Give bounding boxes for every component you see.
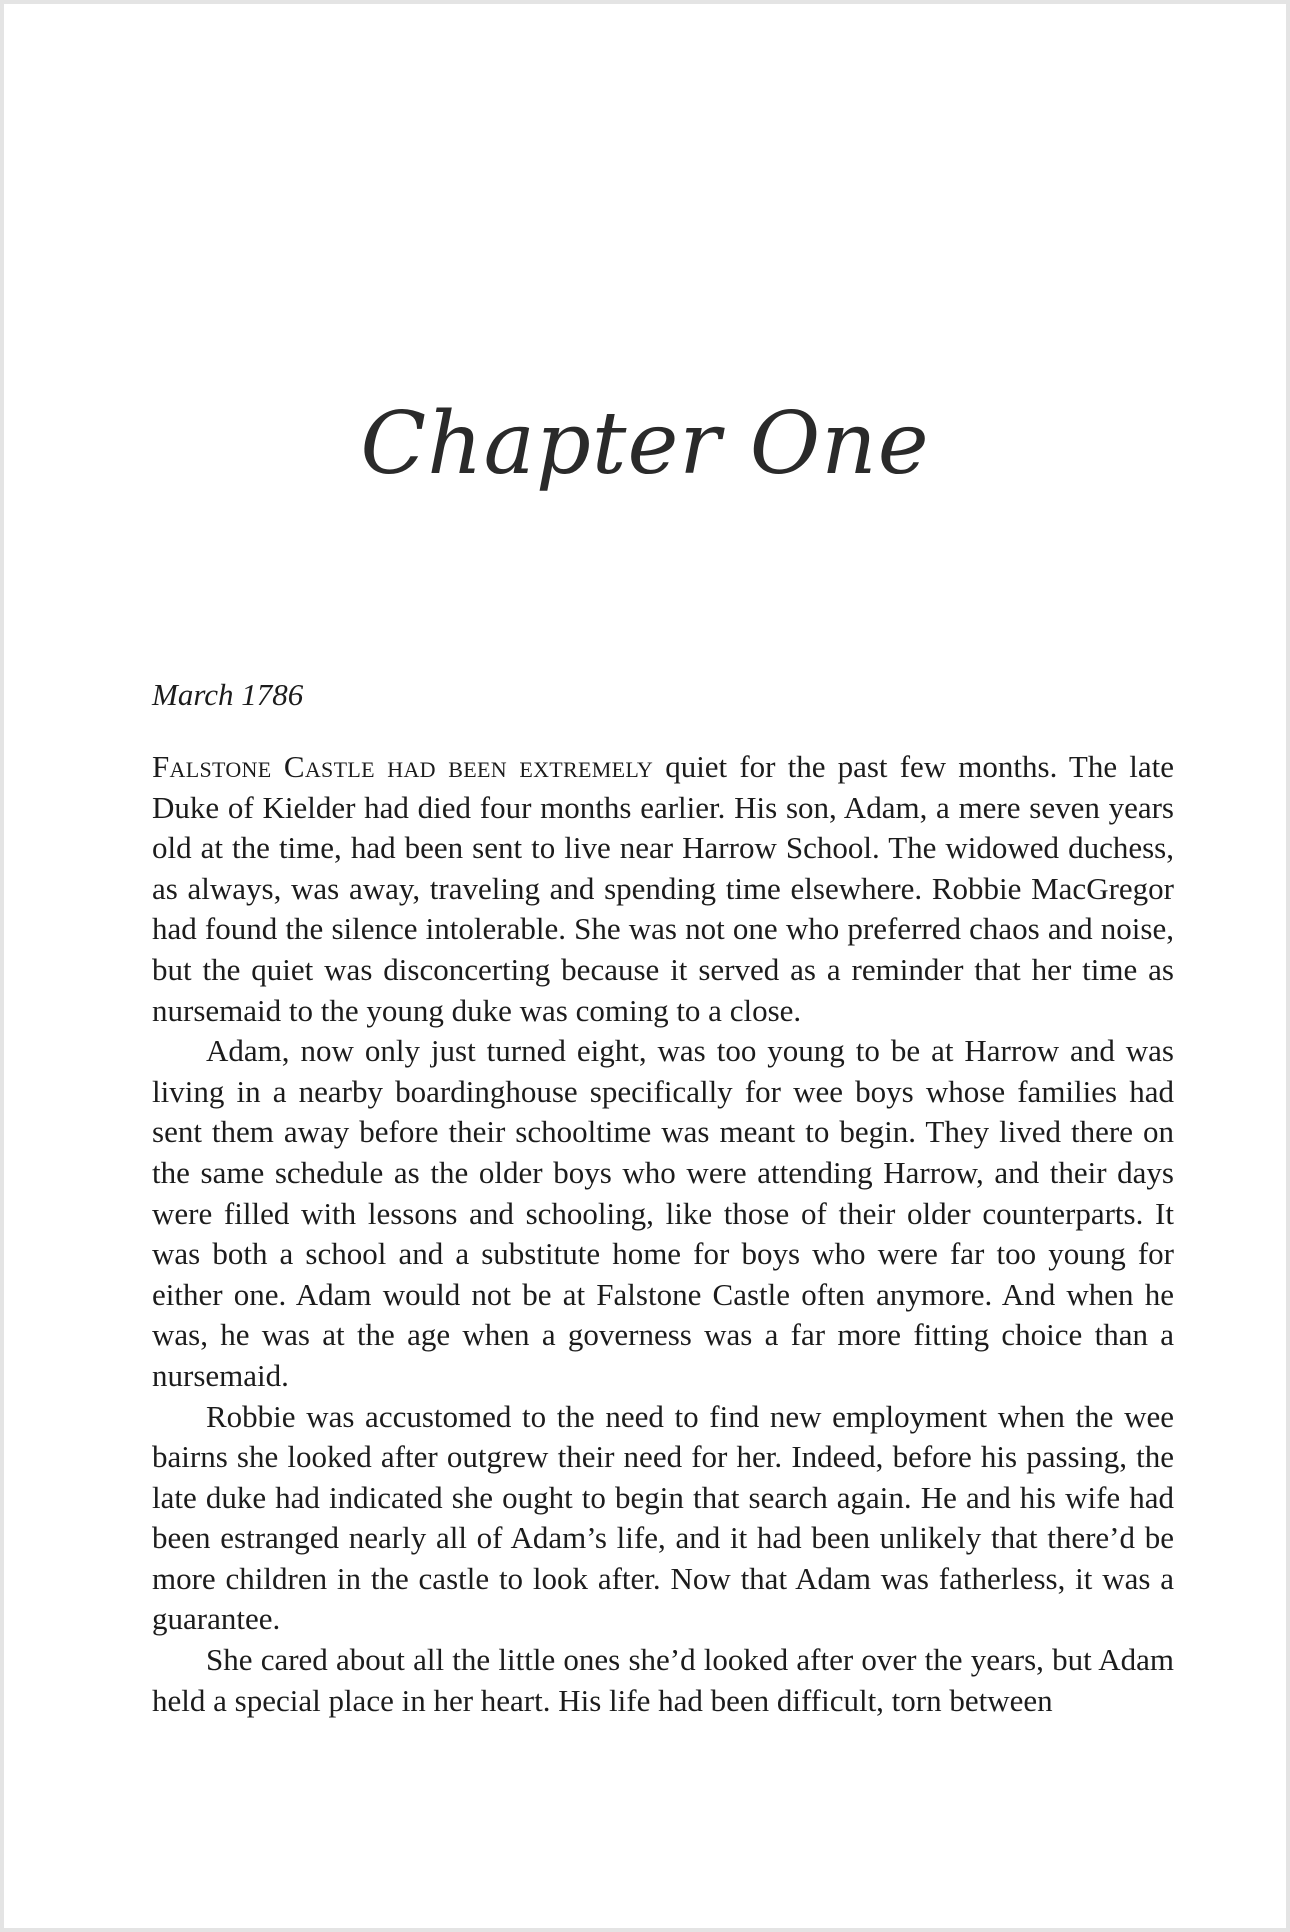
body-paragraph: Adam, now only just turned eight, was too young to be at Harrow and was living in a nearby boardinghouse specifically for wee boys whose families had sent them away before their schooltime was meant to begin. They lived there on the same schedule as the older boys who were attending Harrow, and their days were filled with lessons and schooling, like those of their older counterparts. It was both a school and a substitute home for boys who were far too young for either one. Adam would not be at Falstone Castle often anymore. And when he was, he was at the age when a governess was a far more fitting choice than a nursemaid. — [152, 1033, 1174, 1393]
body-paragraph: She cared about all the little ones she’d looked after over the years, but Adam held a special place in her heart. His life had been difficult, torn between — [152, 1642, 1174, 1718]
opening-lead-in: Falstone Castle had been extremely — [152, 749, 654, 784]
dateline: March 1786 — [152, 677, 304, 712]
opening-paragraph-text: quiet for the past few months. The late Duke of Kielder had died four months earlier. His son, Adam, a mere seven years old at the time, had been sent to live near Harrow School. The widowed duchess, as always, was away, traveling and spending time elsewhere. Robbie MacGregor had found the silence intolerable. She was not one who preferred chaos and noise, but the quiet was disconcerting because it served as a reminder that her time as nursemaid to the young duke was coming to a close. — [152, 749, 1174, 1028]
chapter-body — [152, 672, 1174, 1721]
book-page — [4, 4, 1286, 1928]
body-paragraph: Robbie was accustomed to the need to find new employment when the wee bairns she looked after outgrew their need for her. Indeed, before his passing, the late duke had indicated she ought to begin that search again. He and his wife had been estranged nearly all of Adam’s life, and it had been unlikely that there’d be more children in the castle to look after. Now that Adam was fatherless, it was a guarantee. — [152, 1398, 1174, 1637]
chapter-title: Chapter One — [360, 394, 930, 494]
opening-paragraph — [152, 747, 1174, 1031]
